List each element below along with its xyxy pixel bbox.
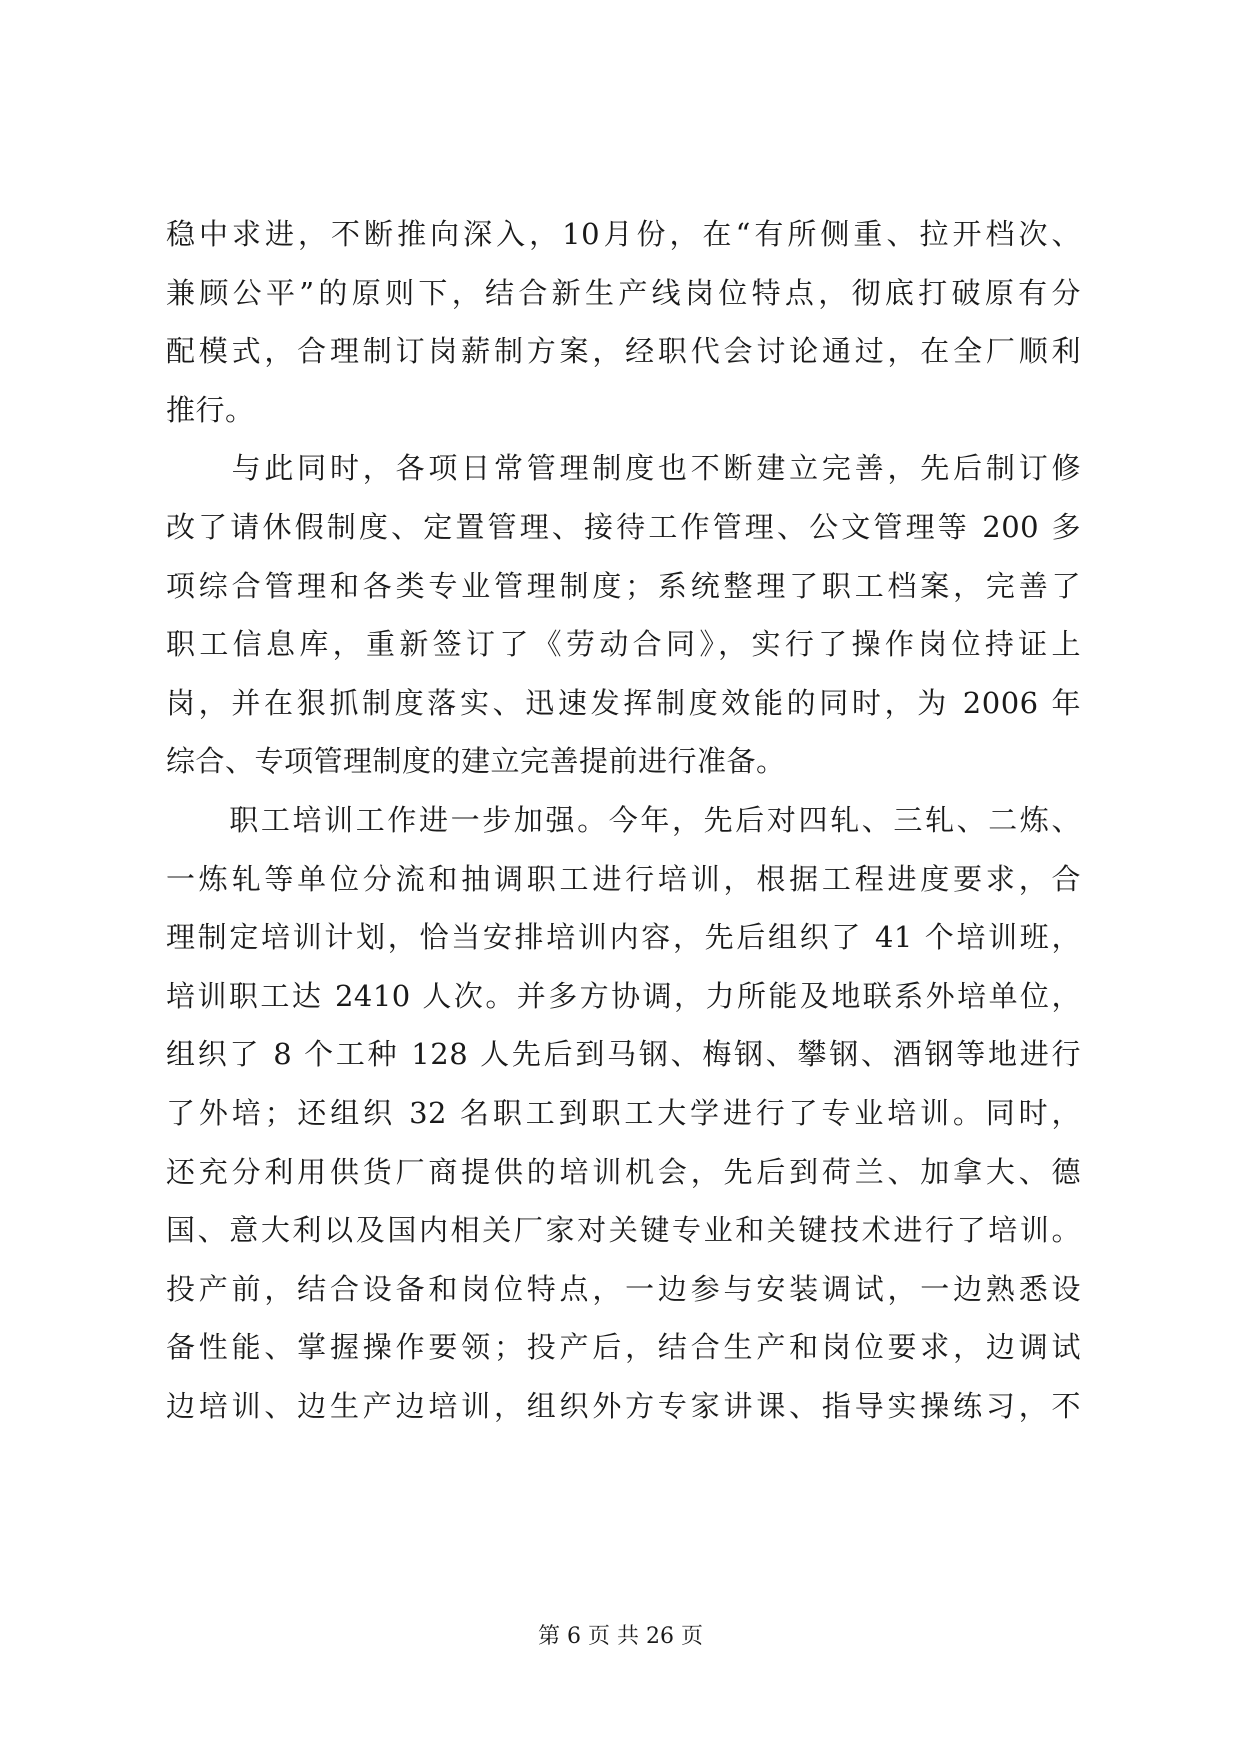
- text-line: 稳中求进，不断推向深入，10月份，在“有所侧重、拉开档次、: [166, 217, 1081, 251]
- text-line: 一炼轧等单位分流和抽调职工进行培训，根据工程进度要求，合: [166, 861, 1081, 896]
- text-line: 推行。: [166, 392, 255, 427]
- text-line: 岗，并在狠抓制度落实、迅速发挥制度效能的同时，为 2006 年: [166, 685, 1081, 720]
- text-line: 了外培；还组织 32 名职工到职工大学进行了专业培训。同时，: [166, 1095, 1081, 1130]
- text-line: 边培训、边生产边培训，组织外方专家讲课、指导实操练习，不: [166, 1388, 1081, 1423]
- text-line: 组织了 8 个工种 128 人先后到马钢、梅钢、攀钢、酒钢等地进行: [166, 1037, 1081, 1072]
- text-line: 理制定培训计划，恰当安排培训内容，先后组织了 41 个培训班，: [166, 920, 1081, 955]
- document-body: [166, 205, 1081, 1435]
- text-line: 国、意大利以及国内相关厂家对关键专业和关键技术进行了培训。: [166, 1213, 1081, 1248]
- text-line: 职工信息库，重新签订了《劳动合同》，实行了操作岗位持证上: [166, 627, 1081, 662]
- text-line: 备性能、掌握操作要领；投产后，结合生产和岗位要求，边调试: [166, 1330, 1081, 1365]
- text-line: 兼顾公平”的原则下，结合新生产线岗位特点，彻底打破原有分: [166, 275, 1081, 310]
- text-line: 职工培训工作进一步加强。今年，先后对四轧、三轧、二炼、: [166, 802, 1081, 837]
- page-footer: 第 6 页 共 26 页: [538, 1624, 703, 1649]
- text-line: 配模式，合理制订岗薪制方案，经职代会讨论通过，在全厂顺利: [166, 334, 1081, 369]
- text-line: 项综合管理和各类专业管理制度；系统整理了职工档案，完善了: [166, 568, 1081, 603]
- text-line: 还充分利用供货厂商提供的培训机会，先后到荷兰、加拿大、德: [166, 1154, 1081, 1189]
- text-line: 投产前，结合设备和岗位特点，一边参与安装调试，一边熟悉设: [166, 1271, 1081, 1306]
- text-line: 改了请休假制度、定置管理、接待工作管理、公文管理等 200 多: [166, 509, 1081, 544]
- text-line: 培训职工达 2410 人次。并多方协调，力所能及地联系外培单位，: [166, 978, 1081, 1013]
- text-line: 综合、专项管理制度的建立完善提前进行准备。: [166, 744, 786, 779]
- text-line: 与此同时，各项日常管理制度也不断建立完善，先后制订修: [166, 451, 1081, 486]
